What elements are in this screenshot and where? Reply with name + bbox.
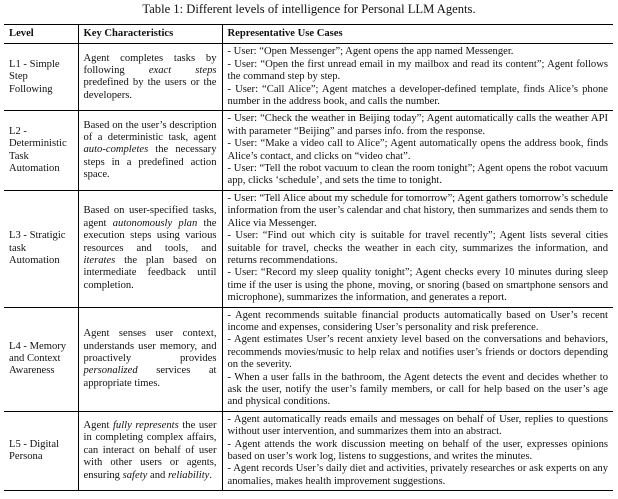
use-cases-cell bbox=[222, 111, 613, 190]
emphasis-text: safety bbox=[122, 469, 148, 481]
use-case-item: - Agent estimates User’s recent anxiety level based on the conversations and behaviors, recommends movies/music to help relax and notifies user’s friends or doctors depending on the severity. bbox=[227, 334, 608, 371]
characteristics-text: Agent bbox=[83, 419, 113, 431]
header-level: Level bbox=[9, 28, 34, 39]
header-use-cases: Representative Use Cases bbox=[222, 25, 613, 44]
level-cell: L4 - Memory and Context Awareness bbox=[9, 340, 67, 377]
level-cell: L5 - Digital Persona bbox=[9, 438, 60, 462]
characteristics-cell bbox=[78, 411, 222, 490]
header-key-characteristics: Key Characteristics bbox=[78, 25, 222, 44]
use-case-item: - User: “Open Messenger”; Agent opens the app named Messenger. bbox=[227, 46, 514, 58]
characteristics-text: the user in completing complex affairs, can interact on behalf of user with other users or agents, ensuring bbox=[83, 419, 217, 481]
agent-levels-table bbox=[4, 24, 613, 491]
use-cases-cell bbox=[222, 307, 613, 411]
use-case-item: - When a user falls in the bathroom, the Agent detects the event and decides whether to ask the user, notify the user’s family members, or call for help based on the user’s age and physical conditions. bbox=[227, 371, 608, 408]
use-case-item: - Agent recommends suitable financial products automatically based on User’s recent income and expenses, considering User’s personality and risk preference. bbox=[227, 309, 608, 333]
emphasis-text: fully represents bbox=[112, 419, 179, 431]
emphasis-text: reliability bbox=[167, 469, 210, 481]
use-case-item: - User: “Make a video call to Alice”; Agent automatically opens the address book, finds Alice’s contact, and clicks on “video chat”. bbox=[227, 138, 608, 162]
characteristics-text: Based on the user’s description of a deterministic task, agent bbox=[83, 119, 217, 144]
characteristics-text: the plan based on intermediate feedback until completion. bbox=[83, 254, 217, 291]
emphasis-text: autonomously plan bbox=[112, 217, 198, 229]
characteristics-text: Agent senses user context, understands user memory, and proactively provides bbox=[83, 328, 217, 364]
characteristics-cell bbox=[78, 44, 222, 111]
use-case-item: - User: “Record my sleep quality tonight”; Agent checks every 10 minutes during sleep time if the user is using the phone, moving, or snoring (based on smartphone sensors and microphone), summarizes the information, and generates a report. bbox=[227, 267, 608, 304]
use-case-item: - User: “Open the first unread email in my mailbox and read its content”; Agent follows the command step by step. bbox=[227, 58, 608, 83]
use-case-item: - User: “Call Alice”; Agent matches a developer-defined template, finds Alice’s phone number in the address book, and calls the number. bbox=[227, 83, 608, 108]
characteristics-cell bbox=[78, 190, 222, 307]
characteristics-text: . bbox=[209, 469, 212, 481]
characteristics-text: Based on user-specified tasks, agent bbox=[83, 205, 217, 229]
characteristics-text: Agent completes tasks by following bbox=[83, 52, 217, 77]
use-case-item: - User: “Tell Alice about my schedule for tomorrow”; Agent gathers tomorrow’s schedule information from the user’s calendar and chat history, then summarizes and sends them to Alice via Messenger. bbox=[227, 192, 608, 229]
use-cases-cell bbox=[222, 190, 613, 307]
use-case-item: - Agent automatically reads emails and messages on behalf of User, replies to questions without user intervention, and summarizes them into an abstract. bbox=[227, 413, 608, 438]
characteristics-text: services at appropriate times. bbox=[83, 365, 217, 389]
characteristics-text: the necessary steps in a predefined action space. bbox=[83, 144, 217, 181]
use-case-item: - Agent attends the work discussion meeting on behalf of the user, expresses opinions based on user’s work log, listens to suggestions, and writes the minutes. bbox=[227, 438, 608, 462]
emphasis-text: auto-completes bbox=[83, 144, 149, 156]
emphasis-text: exact steps bbox=[148, 65, 217, 77]
table-row bbox=[4, 190, 613, 307]
level-cell: L2 - Deterministic Task Automation bbox=[9, 125, 67, 175]
use-cases-cell bbox=[222, 411, 613, 490]
characteristics-text: the execution steps using various resources and tools, and bbox=[83, 217, 217, 254]
level-cell: L3 - Stratigic task Automation bbox=[9, 230, 66, 266]
table-row bbox=[4, 307, 613, 411]
characteristics-cell bbox=[78, 111, 222, 190]
characteristics-text: predefined by the users or the developers. bbox=[83, 77, 217, 101]
use-cases-cell bbox=[222, 44, 613, 111]
characteristics-text: and bbox=[147, 469, 168, 481]
level-cell: L1 - Simple Step Following bbox=[9, 58, 60, 95]
use-case-item: - User: “Find out which city is suitable for travel recently”; Agent lists several cities suitable for travel, checks the weather in each city, summarizes the information, and returns recommendations. bbox=[227, 230, 608, 266]
table-caption: Table 1: Different levels of intelligence for Personal LLM Agents. bbox=[142, 2, 476, 16]
table-row bbox=[4, 111, 613, 190]
use-case-item: - Agent records User’s daily diet and activities, privately researches or ask experts on any anomalies, makes health improvement suggestions. bbox=[227, 463, 608, 487]
table-header-row bbox=[4, 25, 613, 44]
emphasis-text: iterates bbox=[83, 254, 116, 266]
use-case-item: - User: “Check the weather in Beijing today”; Agent automatically calls the weather API with parameter “Beijing” and parses info. from the response. bbox=[227, 113, 608, 137]
emphasis-text: personalized bbox=[83, 365, 138, 377]
characteristics-cell bbox=[78, 307, 222, 411]
table-row bbox=[4, 44, 613, 111]
use-case-item: - User: “Tell the robot vacuum to clean the room tonight”; Agent opens the robot vacuum app, clicks ‘schedule’, and sets the time to tonight. bbox=[227, 163, 608, 187]
table-row bbox=[4, 411, 613, 490]
